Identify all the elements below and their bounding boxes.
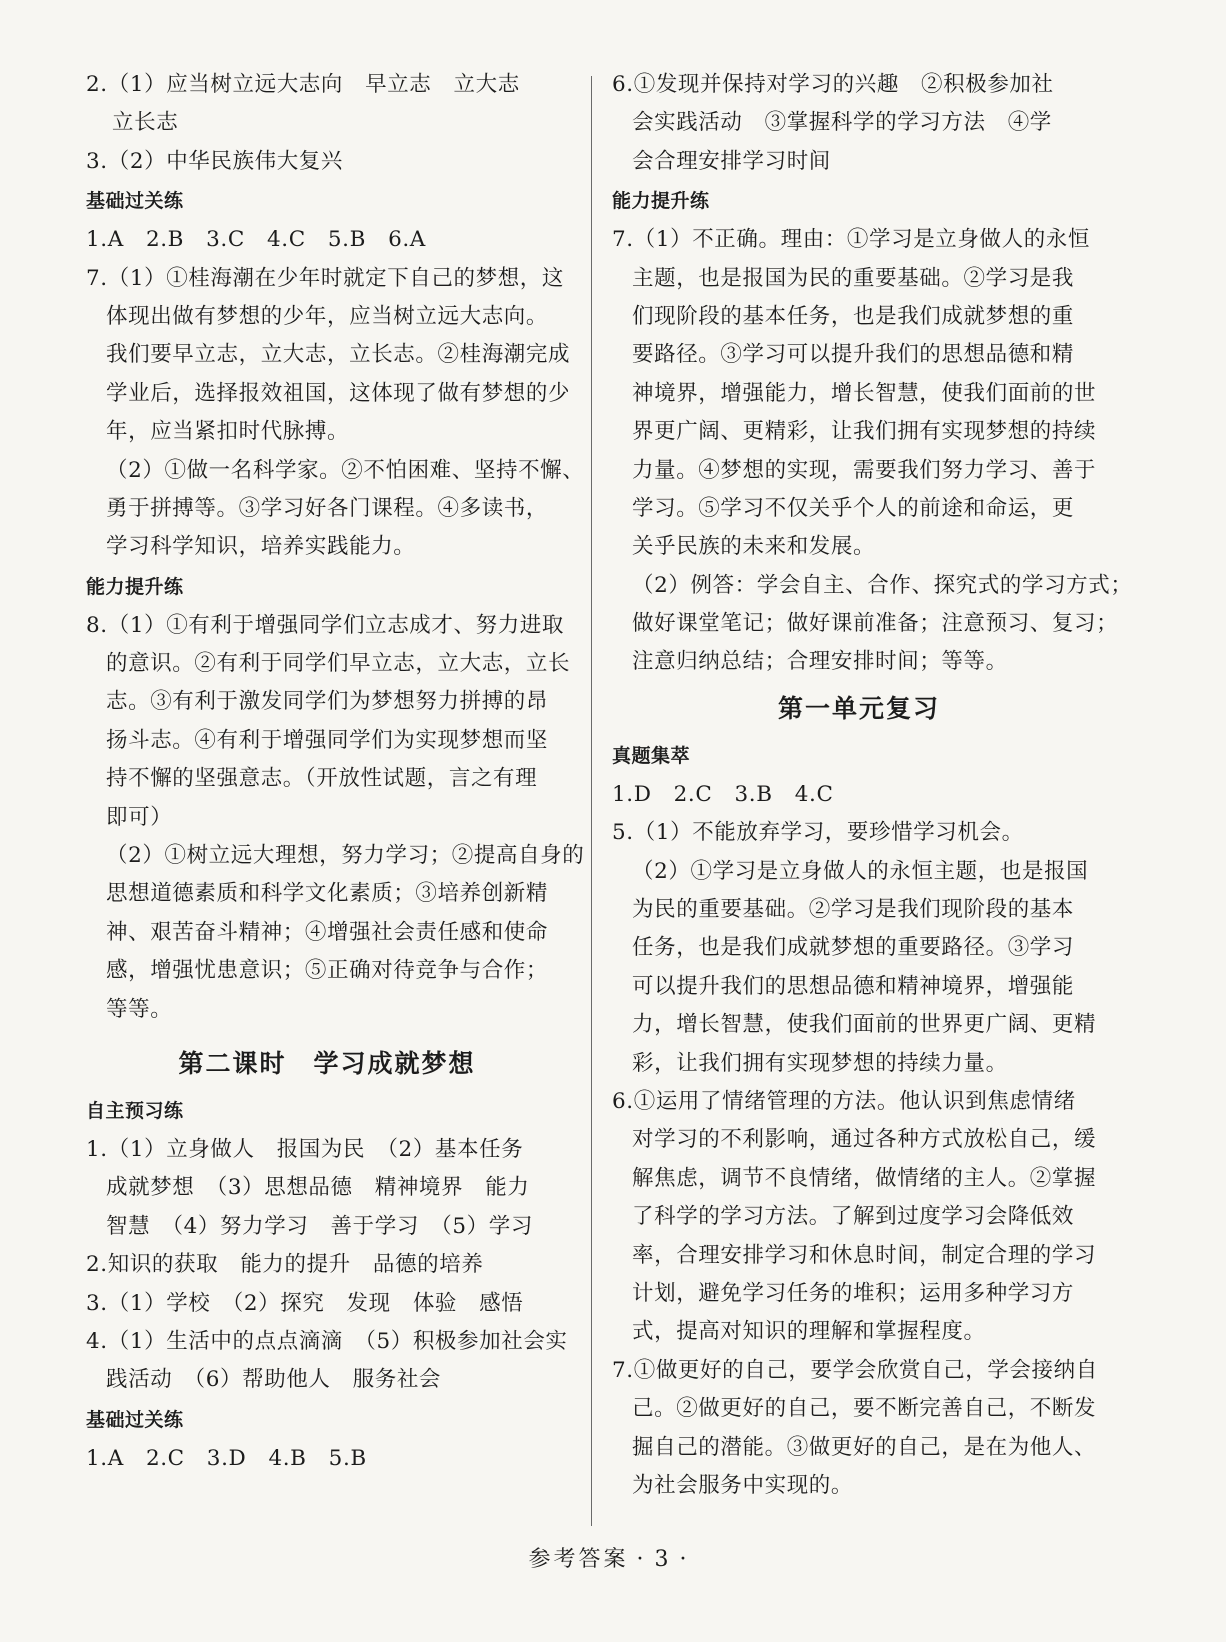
answer-line: 等等。 (106, 996, 173, 1022)
answer-line: 关乎民族的未来和发展。 (632, 534, 876, 560)
section-heading: 能力提升练 (86, 575, 184, 598)
answer-line: 要路径。③学习可以提升我们的思想品德和精 (632, 342, 1075, 368)
answer-line: 践活动 （6）帮助他人 服务社会 (106, 1367, 442, 1393)
answer-line: 神、艰苦奋斗精神；④增强社会责任感和使命 (106, 919, 549, 945)
answer-line: 7.（1）①桂海潮在少年时就定下自己的梦想，这 (86, 265, 564, 291)
answer-line: 们现阶段的基本任务，也是我们成就梦想的重 (632, 303, 1075, 329)
answer-line: 做好课堂笔记；做好课前准备；注意预习、复习； (632, 611, 1119, 637)
answer-line: 5.（1）不能放弃学习，要珍惜学习机会。 (612, 820, 1024, 846)
right-column (612, 66, 1133, 1505)
answer-line: 为社会服务中实现的。 (632, 1472, 854, 1498)
answer-line: 1.A 2.C 3.D 4.B 5.B (86, 1445, 367, 1471)
answer-line: 主题，也是报国为民的重要基础。②学习是我 (632, 265, 1075, 291)
answer-line: 持不懈的坚强意志。（开放性试题，言之有理 (106, 766, 538, 792)
left-column (86, 66, 585, 1478)
answer-line: 学业后，选择报效祖国，这体现了做有梦想的少 (106, 380, 571, 406)
column-divider (591, 76, 592, 1526)
answer-line: 学习科学知识，培养实践能力。 (106, 534, 416, 560)
answer-line: 年，应当紧扣时代脉搏。 (106, 419, 350, 445)
page-number: 3 (654, 1547, 672, 1572)
section-heading: 基础过关练 (86, 190, 184, 213)
answer-line: 体现出做有梦想的少年，应当树立远大志向。 (106, 303, 549, 329)
section-heading: 基础过关练 (86, 1408, 184, 1431)
answer-line: 智慧 （4）努力学习 善于学习 （5）学习 (106, 1213, 533, 1239)
answer-line: 3.（1）学校 （2）探究 发现 体验 感悟 (86, 1290, 524, 1316)
answer-line: 力，增长智慧，使我们面前的世界更广阔、更精 (632, 1012, 1097, 1038)
lesson-title: 第二课时 学习成就梦想 (178, 1048, 476, 1078)
section-heading: 能力提升练 (612, 190, 710, 213)
answer-line: 即可） (106, 804, 173, 830)
answer-line: 率，合理安排学习和休息时间，制定合理的学习 (632, 1242, 1097, 1268)
answer-line: 扬斗志。④有利于增强同学们为实现梦想而坚 (106, 727, 549, 753)
answer-line: 3.（2）中华民族伟大复兴 (86, 148, 343, 174)
answer-line: 我们要早立志，立大志，立长志。②桂海潮完成 (106, 342, 571, 368)
answer-line: 对学习的不利影响，通过各种方式放松自己，缓 (632, 1127, 1097, 1153)
answer-line: 4.（1）生活中的点点滴滴 （5）积极参加社会实 (86, 1328, 568, 1354)
section-heading: 自主预习练 (86, 1099, 184, 1122)
answer-line: 会实践活动 ③掌握科学的学习方法 ④学 (632, 110, 1052, 136)
answer-line: 任务，也是我们成就梦想的重要路径。③学习 (632, 935, 1075, 961)
answer-line: 2.知识的获取 能力的提升 品德的培养 (86, 1252, 484, 1278)
answer-line: 掘自己的潜能。③做更好的自己，是在为他人、 (632, 1434, 1097, 1460)
answer-line: 1.D 2.C 3.B 4.C (612, 781, 834, 807)
answer-line: 6.①运用了情绪管理的方法。他认识到焦虑情绪 (612, 1088, 1076, 1114)
answer-line: 注意归纳总结；合理安排时间；等等。 (632, 649, 1008, 675)
answer-line: 可以提升我们的思想品德和精神境界，增强能 (632, 973, 1075, 999)
answer-line: 成就梦想 （3）思想品德 精神境界 能力 (106, 1175, 530, 1201)
answer-line: 己。②做更好的自己，要不断完善自己，不断发 (632, 1396, 1097, 1422)
answer-line: 界更广阔、更精彩，让我们拥有实现梦想的持续 (632, 419, 1097, 445)
answer-line: 的意识。②有利于同学们早立志，立大志，立长 (106, 651, 571, 677)
answer-line: 力量。④梦想的实现，需要我们努力学习、善于 (632, 457, 1097, 483)
answer-line: 思想道德素质和科学文化素质；③培养创新精 (106, 881, 549, 907)
answer-line: 志。③有利于激发同学们为梦想努力拼搏的昂 (106, 689, 549, 715)
answer-line: 为民的重要基础。②学习是我们现阶段的基本 (632, 897, 1075, 923)
answer-line: 计划，避免学习任务的堆积；运用多种学习方 (632, 1280, 1075, 1306)
footer-label: 参考答案 (528, 1547, 629, 1572)
answer-line: 1.A 2.B 3.C 4.C 5.B 6.A (86, 227, 426, 253)
answer-line: 会合理安排学习时间 (632, 148, 831, 174)
answer-line: 6.①发现并保持对学习的兴趣 ②积极参加社 (612, 72, 1054, 97)
answer-line: 学习。⑤学习不仅关乎个人的前途和命运，更 (632, 495, 1075, 521)
answer-line: 了科学的学习方法。了解到过度学习会降低效 (632, 1204, 1075, 1230)
answer-line: 勇于拼搏等。③学习好各门课程。④多读书， (106, 495, 549, 521)
answer-line: （2）①树立远大理想，努力学习；②提高自身的 (106, 843, 585, 869)
section-heading: 真题集萃 (612, 744, 691, 767)
answer-line: 彩，让我们拥有实现梦想的持续力量。 (632, 1050, 1008, 1076)
lesson-title: 第一单元复习 (777, 693, 940, 723)
answer-line: 神境界，增强能力，增长智慧，使我们面前的世 (632, 380, 1097, 406)
answer-line: 7.（1）不正确。理由：①学习是立身做人的永恒 (612, 227, 1090, 253)
page-footer (0, 1542, 1226, 1573)
footer-separator-end: · (679, 1547, 690, 1572)
answer-line: 1.（1）立身做人 报国为民 （2）基本任务 (86, 1136, 524, 1162)
answer-line: 解焦虑，调节不良情绪，做情绪的主人。②掌握 (632, 1165, 1097, 1191)
footer-separator: · (636, 1547, 647, 1572)
answer-line: 8.（1）①有利于增强同学们立志成才、努力进取 (86, 612, 564, 638)
answer-line: （2）①做一名科学家。②不怕困难、坚持不懈、 (106, 457, 585, 483)
answer-line: 2.（1）应当树立远大志向 早立志 立大志 (86, 72, 520, 97)
answer-line: 感，增强忧患意识；⑤正确对待竞争与合作； (106, 958, 549, 984)
answer-line: 7.①做更好的自己，要学会欣赏自己，学会接纳自 (612, 1357, 1098, 1383)
answer-line: 式，提高对知识的理解和掌握程度。 (632, 1319, 986, 1345)
answer-line: （2）例答：学会自主、合作、探究式的学习方式； (632, 572, 1133, 598)
answer-line: 立长志 (112, 110, 179, 136)
answer-line: （2）①学习是立身做人的永恒主题，也是报国 (632, 858, 1089, 884)
